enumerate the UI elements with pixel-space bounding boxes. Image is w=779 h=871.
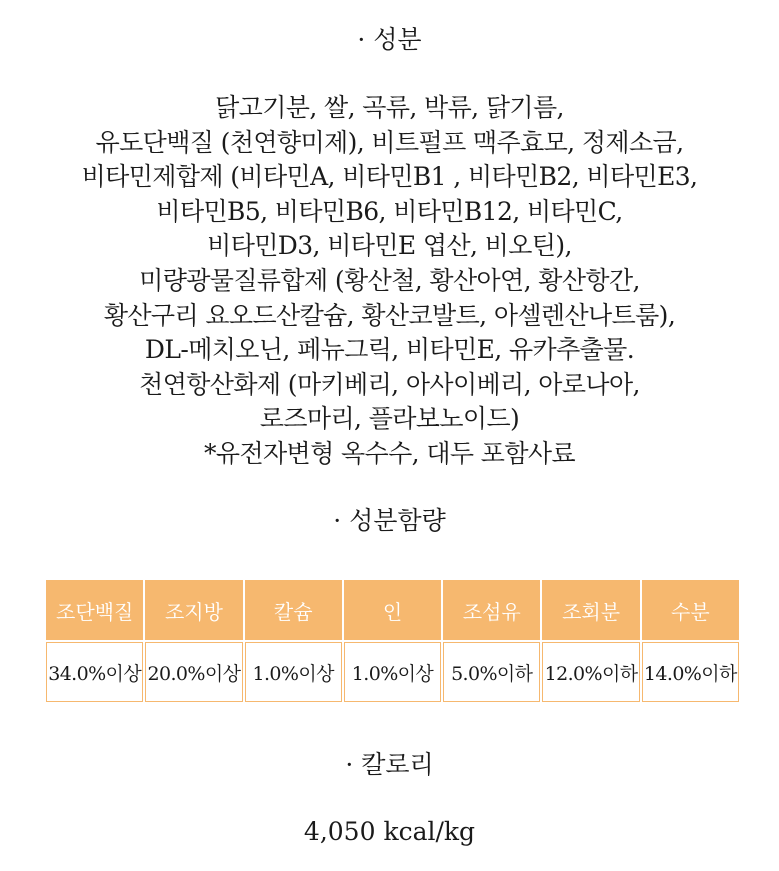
ingredient-line: 유도단백질 (천연향미제), 비트펄프 맥주효모, 정제소금, bbox=[95, 127, 684, 157]
table-header-row bbox=[46, 580, 739, 640]
value-crude-fat: 20.0%이상 bbox=[145, 642, 242, 702]
table-row bbox=[46, 642, 739, 702]
ingredient-line: *유전자변형 옥수수, 대두 포함사료 bbox=[204, 438, 575, 468]
header-calcium: 칼슘 bbox=[245, 580, 342, 640]
header-crude-fat: 조지방 bbox=[145, 580, 242, 640]
ingredients-title: · 성분 bbox=[357, 25, 422, 54]
ingredients-list bbox=[20, 91, 759, 472]
value-crude-fiber: 5.0%이하 bbox=[443, 642, 540, 702]
value-crude-ash: 12.0%이하 bbox=[542, 642, 639, 702]
ingredient-line: 천연항산화제 (마키베리, 아사이베리, 아로나아, bbox=[139, 369, 640, 399]
ingredient-line: DL-메치오닌, 페뉴그릭, 비타민E, 유카추출물. bbox=[144, 335, 635, 365]
value-phosphorus: 1.0%이상 bbox=[344, 642, 441, 702]
ingredient-line: 닭고기분, 쌀, 곡류, 박류, 닭기름, bbox=[215, 93, 564, 122]
value-moisture: 14.0%이하 bbox=[642, 642, 739, 702]
value-crude-protein: 34.0%이상 bbox=[46, 642, 143, 702]
ingredient-line: 로즈마리, 플라보노이드) bbox=[259, 404, 520, 434]
analysis-title: · 성분함량 bbox=[333, 506, 446, 535]
value-calcium: 1.0%이상 bbox=[245, 642, 342, 702]
ingredient-line: 비타민D3, 비타민E 엽산, 비오틴), bbox=[207, 231, 572, 261]
header-phosphorus: 인 bbox=[344, 580, 441, 640]
calorie-value: 4,050 kcal/kg bbox=[303, 817, 476, 846]
nutrient-analysis-table bbox=[44, 578, 741, 704]
header-moisture: 수분 bbox=[642, 580, 739, 640]
header-crude-ash: 조회분 bbox=[542, 580, 639, 640]
header-crude-fiber: 조섬유 bbox=[443, 580, 540, 640]
ingredient-line: 황산구리 요오드산칼슘, 황산코발트, 아셀렌산나트룸), bbox=[103, 300, 676, 330]
calorie-title: · 칼로리 bbox=[345, 750, 434, 779]
header-crude-protein: 조단백질 bbox=[46, 580, 143, 640]
ingredient-line: 미량광물질류합제 (황산철, 황산아연, 황산항간, bbox=[139, 265, 640, 295]
ingredient-line: 비타민제합제 (비타민A, 비타민B1 , 비타민B2, 비타민E3, bbox=[81, 162, 698, 192]
ingredient-line: 비타민B5, 비타민B6, 비타민B12, 비타민C, bbox=[156, 196, 623, 226]
